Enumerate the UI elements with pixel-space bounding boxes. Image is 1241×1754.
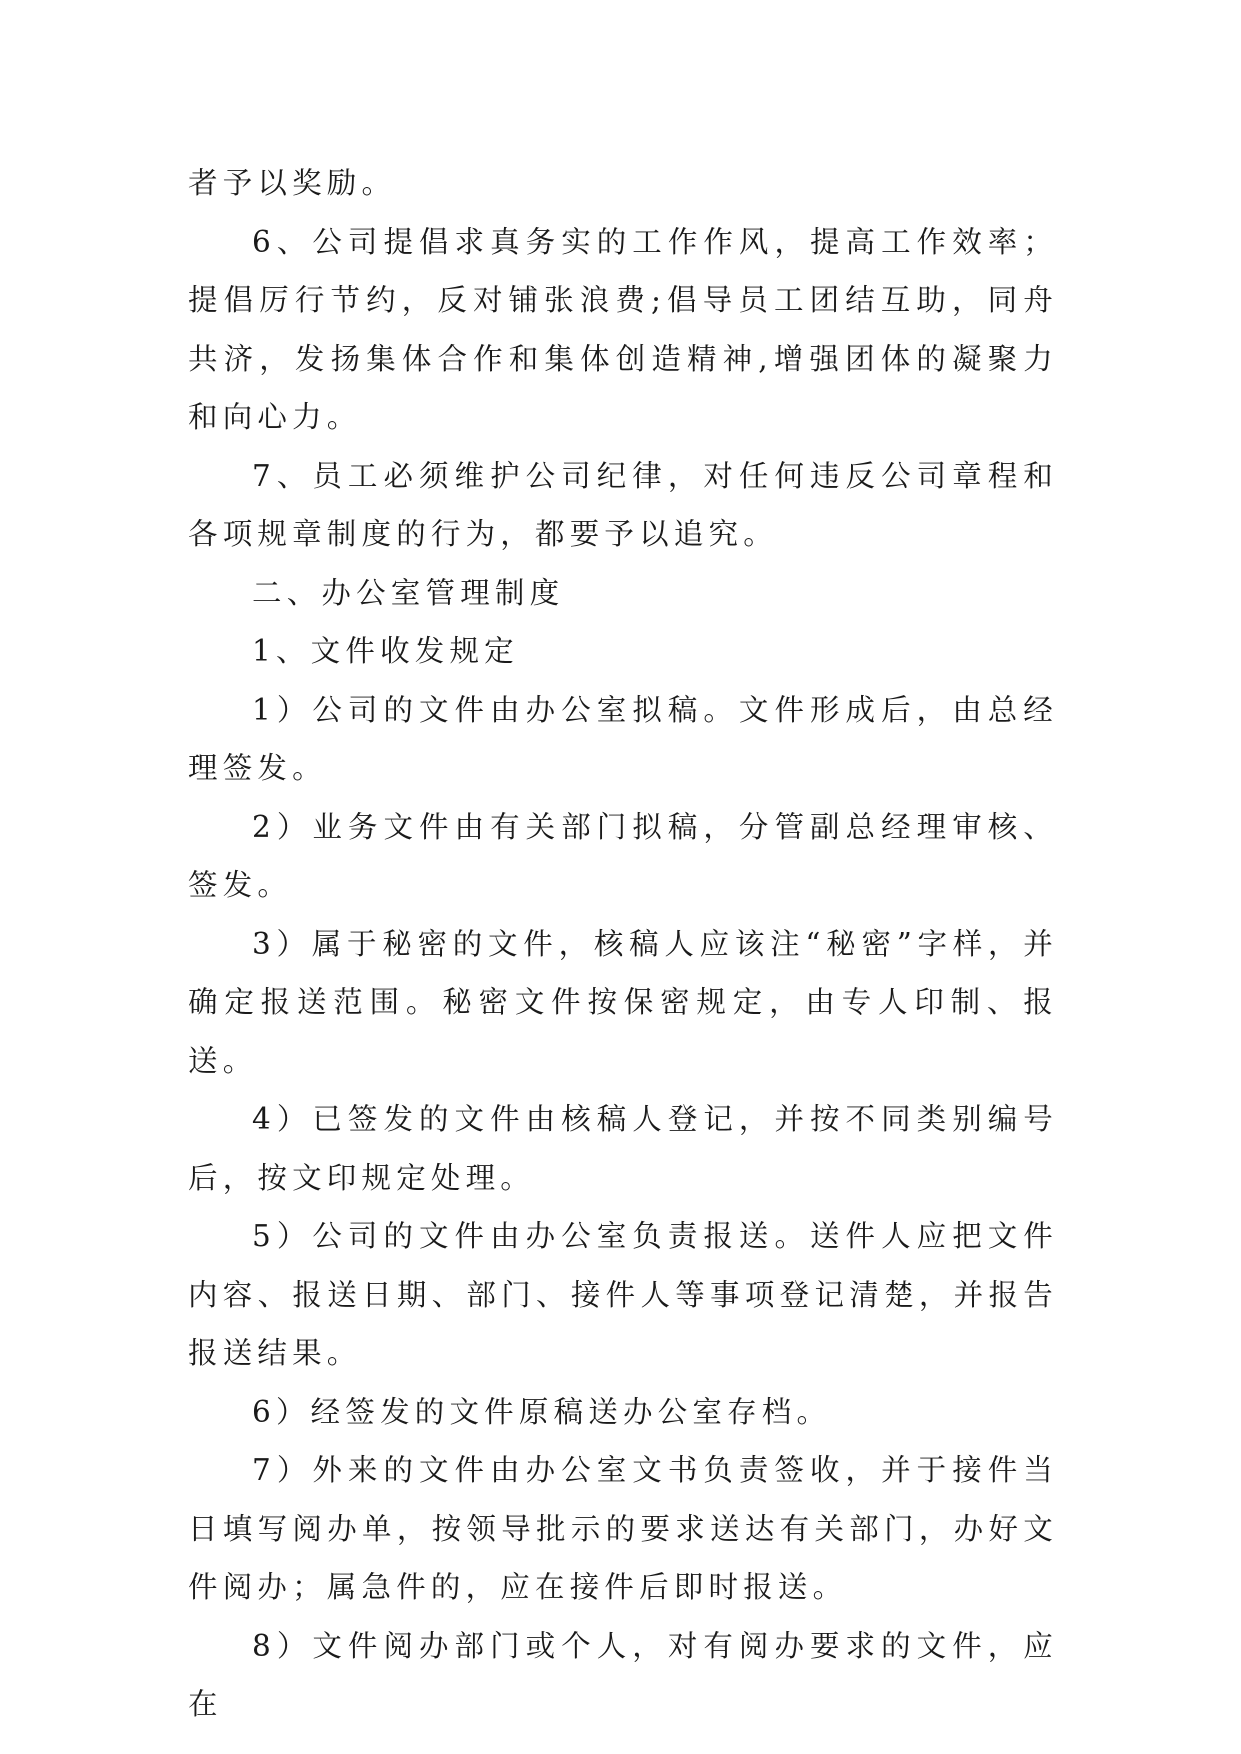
document-body — [188, 154, 1058, 1734]
rule-item-5: 5）公司的文件由办公室负责报送。送件人应把文件内容、报送日期、部门、接件人等事项登记清楚，并报告报送结果。 — [188, 1219, 1058, 1370]
section-heading-office-management: 二、办公室管理制度 — [252, 575, 565, 610]
subsection-heading-document-rules: 1、文件收发规定 — [252, 634, 519, 668]
rule-item-8: 8）文件阅办部门或个人，对有阅办要求的文件，应在 — [188, 1628, 1058, 1721]
rule-item-2: 2）业务文件由有关部门拟稿，分管副总经理审核、签发。 — [188, 809, 1058, 902]
rule-item-3: 3）属于秘密的文件，核稿人应该注“秘密”字样，并确定报送范围。秘密文件按保密规定，由专人印制、报送。 — [188, 926, 1058, 1078]
rule-item-1: 1）公司的文件由办公室拟稿。文件形成后，由总经理签发。 — [188, 692, 1058, 785]
paragraph-item-7: 7、员工必须维护公司纪律，对任何违反公司章程和各项规章制度的行为，都要予以追究。 — [188, 458, 1058, 551]
rule-item-7: 7）外来的文件由办公室文书负责签收，并于接件当日填写阅办单，按领导批示的要求送达有关部门，办好文件阅办；属急件的，应在接件后即时报送。 — [188, 1453, 1058, 1604]
paragraph-item-6: 6、公司提倡求真务实的工作作风，提高工作效率；提倡厉行节约，反对铺张浪费;倡导员工团结互助，同舟共济，发扬集体合作和集体创造精神,增强团体的凝聚力和向心力。 — [188, 224, 1058, 434]
rule-item-6: 6）经签发的文件原稿送办公室存档。 — [252, 1394, 832, 1429]
rule-item-4: 4）已签发的文件由核稿人登记，并按不同类别编号后，按文印规定处理。 — [188, 1102, 1058, 1195]
paragraph-continuation: 者予以奖励。 — [188, 166, 397, 200]
